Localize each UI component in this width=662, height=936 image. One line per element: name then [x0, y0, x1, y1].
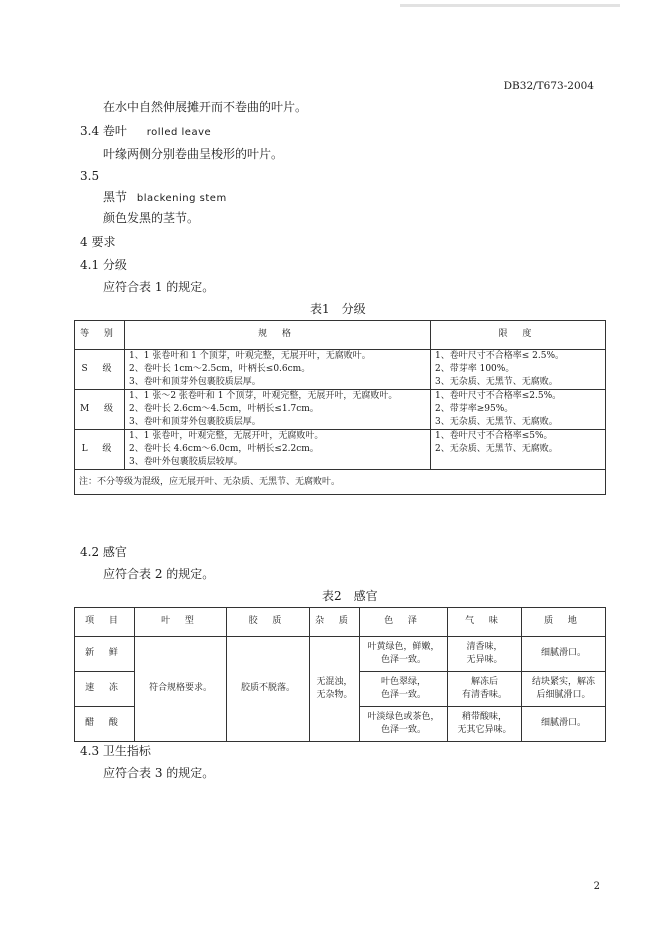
- spec-line: 1、1 张～2 张卷叶和 1 个顶芽，叶观完整，无展开叶，无腐败叶。: [129, 391, 398, 402]
- header-rule: [400, 4, 620, 7]
- section-4-2-heading: 4.2 感官: [80, 545, 127, 559]
- table-2-header: 胶 质: [227, 608, 310, 637]
- limit-line: 1、卷叶尺寸不合格率≤5%。: [435, 431, 553, 442]
- item-cell: 速 冻: [75, 672, 135, 707]
- limit-line: 1、卷叶尺寸不合格率≤ 2.5%。: [435, 351, 564, 361]
- color-cell: [360, 672, 448, 707]
- spec-line: 3、卷叶和顶芽外包裹胶质层厚。: [129, 377, 261, 388]
- texture-cell: [522, 672, 606, 707]
- color-cell: [360, 707, 448, 742]
- page-number: 2: [593, 881, 600, 892]
- table-2-header: 色 泽: [360, 608, 448, 637]
- spec-line: 2、卷叶长 1cm～2.5cm，叶柄长≤0.6cm。: [129, 364, 311, 375]
- section-4-2-text: 应符合表 2 的规定。: [103, 567, 215, 581]
- leaf-type-cell: 符合规格要求。: [135, 637, 227, 742]
- limit-cell: [431, 430, 606, 470]
- texture-line: 细腻滑口。: [540, 648, 586, 659]
- limit-cell: [431, 390, 606, 430]
- color-line: 叶淡绿色或茶色，: [367, 711, 440, 722]
- spec-cell: [125, 350, 431, 390]
- section-number: 3.4: [80, 124, 100, 138]
- table-2-sensory: [74, 607, 606, 742]
- table-2-header: 杂 质: [310, 608, 360, 637]
- table-row: [75, 637, 606, 672]
- section-4-1-text: 应符合表 1 的规定。: [103, 280, 215, 294]
- section-4-3-text: 应符合表 3 的规定。: [103, 766, 215, 780]
- table-2-header: 质 地: [522, 608, 606, 637]
- table-row: [75, 430, 606, 470]
- grade-cell: L 级: [75, 430, 125, 470]
- color-line: 色泽一致。: [380, 655, 426, 665]
- section-3-4-definition: 叶缘两侧分别卷曲呈梭形的叶片。: [103, 147, 284, 161]
- limit-line: 2、带芽率 100%。: [435, 364, 515, 375]
- table-2-header: 项 目: [75, 608, 135, 637]
- spec-line: 2、卷叶长 4.6cm～6.0cm，叶柄长≤2.2cm。: [129, 444, 319, 455]
- spec-line: 1、1 张卷叶，叶观完整，无展开叶，无腐败叶。: [129, 431, 324, 442]
- section-3-5-heading: [103, 191, 227, 204]
- color-line: 色泽一致。: [380, 690, 426, 700]
- color-line: 叶黄绿色，鲜嫩，: [367, 641, 440, 652]
- texture-cell: [522, 707, 606, 742]
- limit-line: 3、无杂质、无黑节、无腐败。: [435, 417, 558, 428]
- texture-line: 后细腻滑口。: [536, 690, 591, 700]
- section-4-1-heading: 4.1 分级: [80, 258, 127, 272]
- color-line: 叶色翠绿，: [380, 676, 426, 687]
- section-title: 卷叶: [102, 124, 127, 138]
- section-3-5-number: 3.5: [80, 169, 100, 183]
- limit-cell: [431, 350, 606, 390]
- limit-line: 3、无杂质、无黑节、无腐败。: [435, 377, 558, 388]
- texture-line: 结块紧实，解冻: [531, 676, 595, 687]
- spec-line: 3、卷叶外包裹胶质层较厚。: [129, 457, 243, 468]
- spec-line: 1、1 张卷叶和 1 个顶芽，叶观完整，无展开叶，无腐败叶。: [129, 351, 371, 361]
- section-english: blackening stem: [136, 193, 227, 204]
- table-1-header: 规 格: [125, 321, 431, 350]
- table-2-header: 叶 型: [135, 608, 227, 637]
- smell-line: 清香味，: [466, 641, 503, 652]
- table-1-note: 注：不分等级为混级，应无展开叶、无杂质、无黑节、无腐败叶。: [75, 470, 606, 495]
- smell-line: 有清香味。: [461, 690, 507, 700]
- section-3-4-heading: [80, 125, 211, 138]
- table-row: [75, 350, 606, 390]
- color-cell: [360, 637, 448, 672]
- table-2-caption: 表2 感官: [322, 589, 378, 603]
- item-cell: 新 鲜: [75, 637, 135, 672]
- texture-line: 细腻滑口。: [540, 718, 586, 729]
- smell-cell: [448, 707, 522, 742]
- texture-cell: [522, 637, 606, 672]
- limit-line: 2、无杂质、无黑节、无腐败。: [435, 444, 558, 455]
- spec-line: 2、卷叶长 2.6cm～4.5cm，叶柄长≤1.7cm。: [129, 404, 319, 415]
- table-1-header: 限 度: [431, 321, 606, 350]
- table-2-header: 气 味: [448, 608, 522, 637]
- spec-cell: [125, 390, 431, 430]
- section-4-3-heading: 4.3 卫生指标: [80, 744, 151, 758]
- smell-line: 解冻后: [470, 676, 498, 687]
- smell-line: 稍带酸味，: [461, 711, 507, 722]
- limit-line: 2、带芽率≥95%。: [435, 404, 514, 415]
- section-3-5-definition: 颜色发黑的茎节。: [103, 211, 200, 225]
- impurity-line: 无混浊，: [316, 676, 353, 687]
- impurity-line: 无杂物。: [316, 690, 353, 700]
- standard-code: DB32/T673-2004: [503, 80, 594, 92]
- item-cell: 醋 酸: [75, 707, 135, 742]
- table-1-header: 等 别: [75, 321, 125, 350]
- spec-cell: [125, 430, 431, 470]
- grade-cell: M 级: [75, 390, 125, 430]
- grade-cell: S 级: [75, 350, 125, 390]
- smell-cell: [448, 672, 522, 707]
- section-title: 黑节: [103, 190, 128, 204]
- impurity-cell: [310, 637, 360, 742]
- spec-line: 3、卷叶和顶芽外包裹胶质层厚。: [129, 417, 261, 428]
- table-row: [75, 390, 606, 430]
- table-1-grading: [74, 320, 606, 495]
- table-1-caption: 表1 分级: [310, 302, 366, 316]
- section-english: rolled leave: [146, 127, 212, 138]
- intro-line: 在水中自然伸展摊开而不卷曲的叶片。: [103, 100, 308, 114]
- limit-line: 1、卷叶尺寸不合格率≤2.5%。: [435, 391, 562, 402]
- smell-line: 无其它异味。: [457, 725, 512, 735]
- smell-cell: [448, 637, 522, 672]
- color-line: 色泽一致。: [380, 725, 426, 735]
- smell-line: 无异味。: [466, 655, 503, 665]
- gel-cell: 胶质不脱落。: [227, 637, 310, 742]
- section-4-heading: 4 要求: [80, 235, 116, 249]
